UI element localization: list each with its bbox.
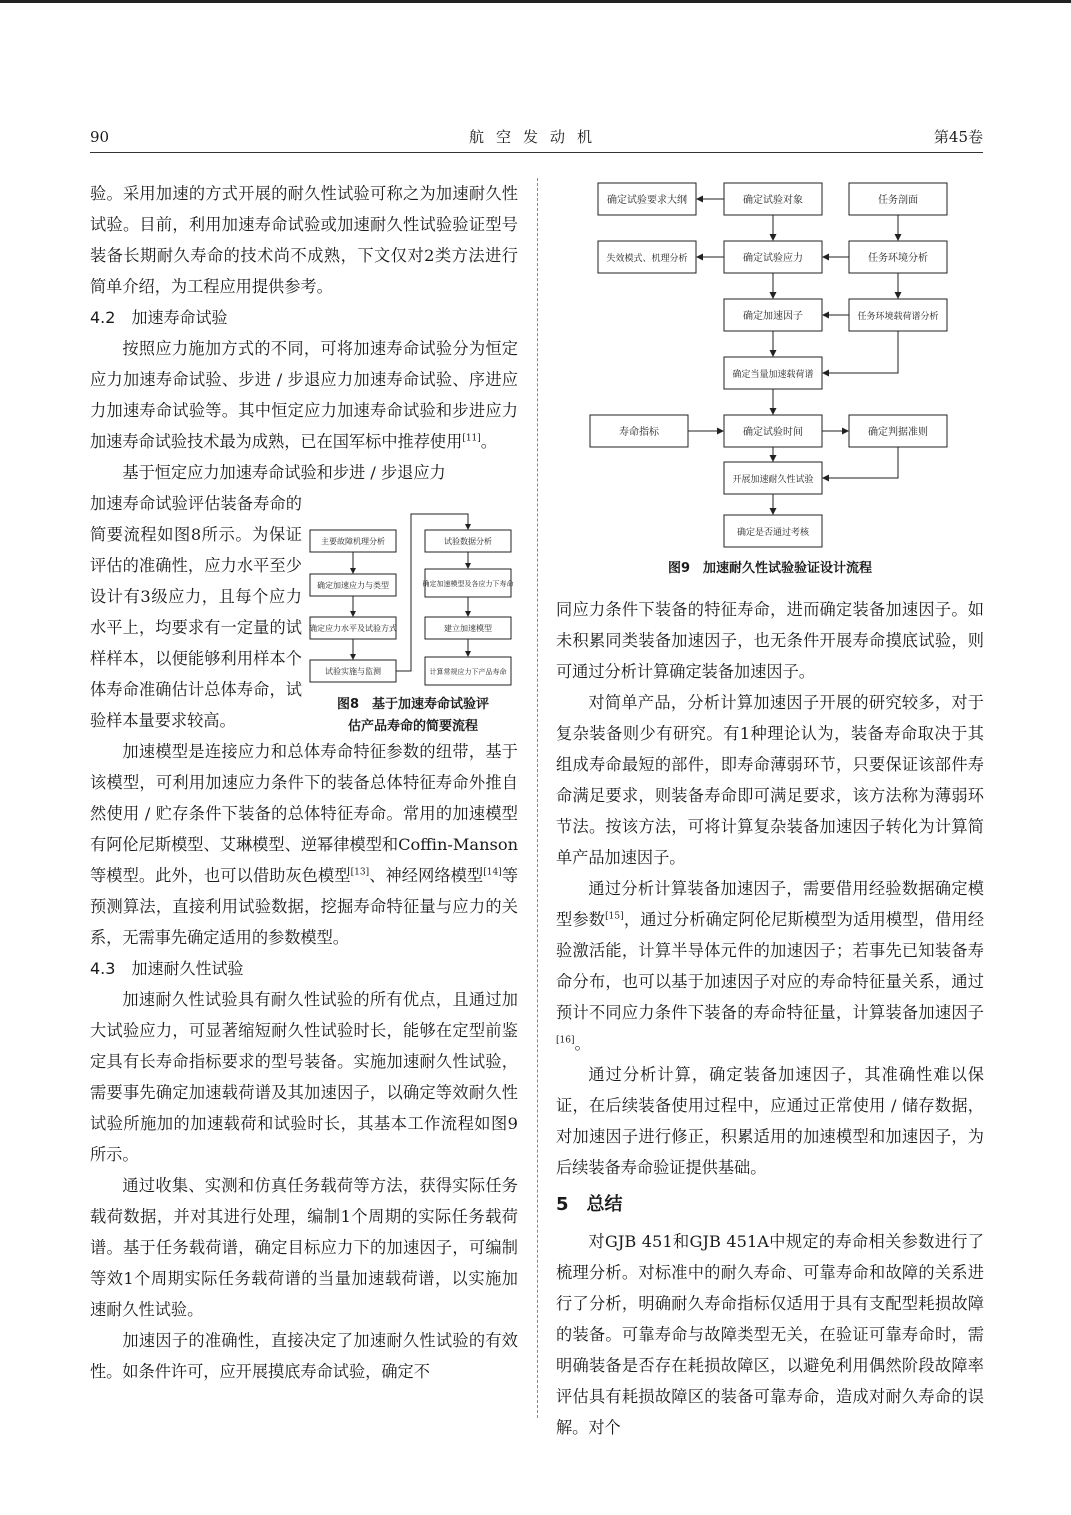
flow-box-text: 主要故障机理分析: [321, 537, 385, 546]
running-header: [90, 126, 983, 152]
figure-8-flowchart: [308, 500, 518, 690]
citation: [13]: [350, 867, 370, 878]
flow-box-text: 确定加速应力与类型: [317, 581, 389, 590]
figure-8-caption-line2: 估产品寿命的简要流程: [347, 719, 478, 734]
header-rule: [90, 152, 983, 153]
paragraph: 加速耐久性试验具有耐久性试验的所有优点，且通过加大试验应力，可显著缩短耐久性试验时长，能够在定型前鉴定具有长寿命指标要求的型号装备。实施加速耐久性试验，需要事先确定加速载荷谱及其加速因子，以确定等效耐久性试验所施加的加速载荷和试验时长，其基本工作流程如图9所示。: [90, 990, 518, 1164]
flow-box-text: 寿命指标: [619, 427, 659, 438]
section-heading-5: 5 总结: [556, 1194, 623, 1215]
paragraph: 验。采用加速的方式开展的耐久性试验可称之为加速耐久性试验。目前，利用加速寿命试验或加速耐久性试验验证型号装备长期耐久寿命的技术尚不成熟，下文仅对2类方法进行简单介绍，为工程应用提供参考。: [90, 184, 518, 296]
flow-box-text: 任务环境分析: [868, 253, 928, 264]
flow-box-text: 建立加速模型: [444, 624, 492, 633]
figure-9-flowchart: [556, 178, 984, 552]
volume-label: 第45卷: [933, 128, 983, 146]
citation: [16]: [556, 1035, 575, 1046]
page-number: 90: [90, 128, 110, 146]
paragraph: 通过分析计算，确定装备加速因子，其准确性难以保证，在后续装备使用过程中，应通过正常使用 / 储存数据，对加速因子进行修正，积累适用的加速模型和加速因子，为后续装备寿命验证提供基础。: [556, 1065, 984, 1177]
flow-box-text: 试验数据分析: [444, 537, 492, 546]
citation: [14]: [483, 867, 502, 878]
figure-9-caption: 图9 加速耐久性试验验证设计流程: [667, 561, 873, 576]
figure-9: [556, 178, 984, 582]
flow-box-text: 确定当量加速载荷谱: [732, 370, 814, 380]
top-rule: [0, 0, 1071, 3]
paragraph: 按照应力施加方式的不同，可将加速寿命试验分为恒定应力加速寿命试验、步进 / 步退应力加速寿命试验、序进应力加速寿命试验等。其中恒定应力加速寿命试验和步进应力加速寿命试验技术最为成熟，已在国军标中推荐使用[11]。: [90, 339, 518, 451]
section-heading-4-2: 4.2 加速寿命试验: [90, 308, 228, 327]
flow-box-text: 计算常规应力下产品寿命: [429, 668, 507, 676]
journal-title: 航空发动机: [468, 128, 604, 146]
paragraph: 对GJB 451和GJB 451A中规定的寿命相关参数进行了梳理分析。对标准中的耐久寿命、可靠寿命和故障的关系进行了分析，明确耐久寿命指标仅适用于具有支配型耗损故障的装备。可靠寿命与故障类型无关，在验证可靠寿命时，需明确装备是否存在耗损故障区，以避免利用偶然阶段故障率评估具有耗损故障区的装备可靠寿命，造成对耐久寿命的误解。对个: [556, 1232, 984, 1437]
flow-box-text: 确定判据准则: [868, 427, 928, 438]
flow-box-text: 确定试验要求大纲: [607, 195, 687, 206]
paragraph: 加速因子的准确性，直接决定了加速耐久性试验的有效性。如条件许可，应开展摸底寿命试验，确定不: [90, 1331, 518, 1381]
paragraph: 加速模型是连接应力和总体寿命特征参数的纽带，基于该模型，可利用加速应力条件下的装备总体特征寿命外推自然使用 / 贮存条件下装备的总体特征寿命。常用的加速模型有阿伦尼斯模型、艾琳模型、逆幂律模型和Coffin-Manson等模型。此外，也可以借助灰色模型[13]、神经网络模型[14]等预测算法，直接利用试验数据，挖掘寿命特征量与应力的关系，无需事先确定适用的参数模型。: [90, 742, 519, 947]
flow-box-text: 开展加速耐久性试验: [732, 475, 814, 485]
paragraph: 同应力条件下装备的特征寿命，进而确定装备加速因子。如未积累同类装备加速因子，也无条件开展寿命摸底试验，则可通过分析计算确定装备加速因子。: [556, 600, 984, 681]
paragraph: 通过收集、实测和仿真任务载荷等方法，获得实际任务载荷数据，并对其进行处理，编制1个周期的实际任务载荷谱。基于任务载荷谱，确定目标应力下的加速因子，可编制等效1个周期实际任务载荷谱的当量加速载荷谱，以实施加速耐久性试验。: [90, 1176, 518, 1319]
column-divider: [537, 178, 538, 1418]
flow-box-text: 确定应力水平及试验方式: [309, 624, 397, 633]
figure-8-caption-line1: 图8 基于加速寿命试验评: [336, 697, 490, 712]
paragraph: 加速寿命试验评估装备寿命的简要流程如图8所示。为保证评估的准确性，应力水平至少设计有3级应力，且每个应力水平上，均要求有一定量的试样样本，以便能够利用样本个体寿命准确估计总体寿命，试验样本量要求较高。: [90, 494, 302, 730]
citation: [11]: [462, 433, 481, 444]
flow-box-text: 确定试验时间: [743, 427, 803, 438]
paragraph: 对简单产品，分析计算加速因子开展的研究较多，对于复杂装备则少有研究。有1种理论认为，装备寿命取决于其组成寿命最短的部件，即寿命薄弱环节，只要保证该部件寿命满足要求，则装备寿命即可满足要求，该方法称为薄弱环节法。按该方法，可将计算复杂装备加速因子转化为计算简单产品加速因子。: [556, 693, 984, 867]
flow-box-text: 任务环境载荷谱分析: [857, 312, 939, 322]
figure-8: [308, 500, 518, 738]
paragraph: 基于恒定应力加速寿命试验和步进 / 步退应力: [122, 463, 446, 482]
flow-box-text: 确定加速因子: [743, 311, 803, 322]
flow-box-text: 确定试验应力: [743, 253, 803, 264]
paragraph: 通过分析计算装备加速因子，需要借用经验数据确定模型参数[15]，通过分析确定阿伦尼斯模型为适用模型，借用经验激活能，计算半导体元件的加速因子；若事先已知装备寿命分布，也可以基于加速因子对应的寿命特征量关系，通过预计不同应力条件下装备的寿命特征量，计算装备加速因子[16]。: [556, 879, 985, 1053]
flow-box-text: 失效模式、机理分析: [606, 254, 688, 264]
left-column: [90, 178, 518, 1387]
right-column: [556, 594, 984, 1443]
flow-box-text: 任务剖面: [878, 195, 918, 206]
figure-wrap: [90, 488, 518, 736]
flow-box-text: 确定是否通过考核: [736, 528, 810, 538]
flow-box-text: 确定试验对象: [743, 195, 803, 206]
flow-box-text: 试验实施与监测: [325, 667, 381, 676]
citation: [15]: [605, 911, 624, 922]
flow-box-text: 确定加速模型及各应力下寿命: [422, 580, 514, 588]
section-heading-4-3: 4.3 加速耐久性试验: [90, 959, 244, 978]
